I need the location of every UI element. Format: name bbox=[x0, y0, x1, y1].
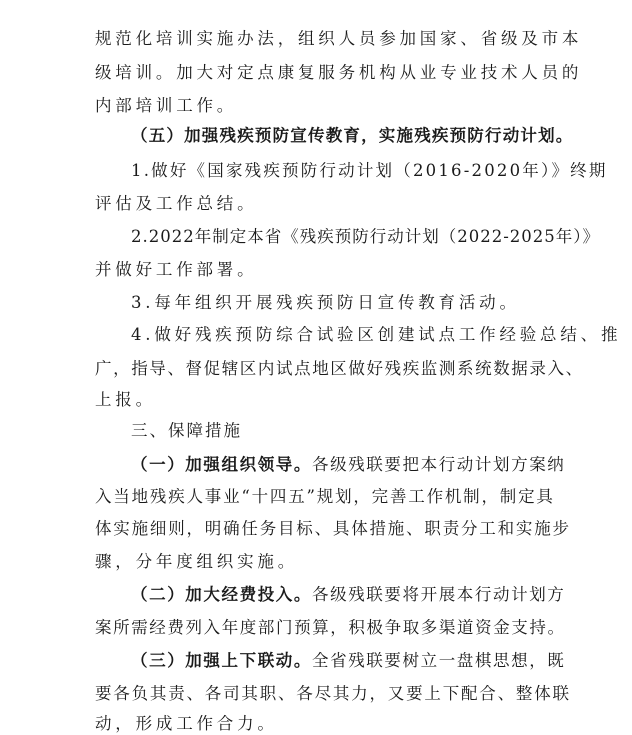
measure-title: （三）加强上下联动。 bbox=[131, 651, 312, 670]
line-text: 级培训。加大对定点康复服务机构从业专业技术人员的 bbox=[95, 63, 583, 82]
heading-text: （五）加强残疾预防宣传教育，实施残疾预防行动计划。 bbox=[131, 126, 574, 145]
line-text: 全省残联要树立一盘棋思想，既 bbox=[312, 651, 566, 670]
line-text: 内部培训工作。 bbox=[95, 96, 238, 115]
line-text: 骤，分年度组织实施。 bbox=[95, 552, 298, 571]
measure-title: （二）加大经费投入。 bbox=[131, 585, 312, 604]
heading-text: 三、保障措施 bbox=[131, 421, 242, 440]
paragraph-line bbox=[95, 486, 555, 508]
paragraph-line bbox=[95, 259, 257, 281]
measure-3 bbox=[131, 650, 565, 672]
section-heading-5 bbox=[131, 125, 574, 147]
line-text: 各级残联要把本行动计划方案纳 bbox=[312, 455, 566, 474]
list-item-3 bbox=[131, 292, 520, 314]
line-text: 4.做好残疾预防综合试验区创建试点工作经验总结、推 bbox=[131, 325, 622, 344]
list-item-1 bbox=[131, 160, 608, 182]
measure-title: （一）加强组织领导。 bbox=[131, 455, 312, 474]
line-text: 入当地残疾人事业“十四五”规划，完善工作机制，制定具 bbox=[95, 487, 555, 506]
paragraph-line bbox=[95, 358, 584, 380]
line-text: 各级残联要将开展本行动计划方 bbox=[312, 585, 566, 604]
paragraph-line bbox=[95, 193, 257, 215]
line-text: 规范化培训实施办法，组织人员参加国家、省级及市本 bbox=[95, 29, 583, 48]
line-text: 3.每年组织开展残疾预防日宣传教育活动。 bbox=[131, 293, 520, 312]
section-heading-3 bbox=[131, 420, 242, 442]
measure-1 bbox=[131, 454, 565, 476]
line-text: 1.做好《国家残疾预防行动计划（2016-2020年）》终期 bbox=[131, 161, 608, 180]
line-text: 2.2022年制定本省《残疾预防行动计划（2022-2025年）》 bbox=[131, 227, 601, 246]
paragraph-line bbox=[95, 95, 237, 117]
paragraph-line bbox=[95, 683, 571, 705]
line-text: 案所需经费列入年度部门预算，积极争取多渠道资金支持。 bbox=[95, 618, 566, 637]
list-item-4 bbox=[131, 324, 621, 346]
paragraph-line bbox=[95, 551, 298, 573]
paragraph-line bbox=[95, 617, 566, 639]
paragraph-line bbox=[95, 518, 571, 540]
paragraph-line bbox=[95, 28, 582, 50]
line-text: 体实施细则，明确任务目标、具体措施、职责分工和实施步 bbox=[95, 519, 571, 538]
line-text: 评估及工作总结。 bbox=[95, 194, 258, 213]
paragraph-line bbox=[95, 713, 278, 735]
paragraph-line bbox=[95, 389, 156, 411]
list-item-2 bbox=[131, 226, 600, 248]
paragraph-line bbox=[95, 62, 582, 84]
line-text: 上报。 bbox=[95, 390, 156, 409]
line-text: 并做好工作部署。 bbox=[95, 260, 258, 279]
line-text: 广，指导、督促辖区内试点地区做好残疾监测系统数据录入、 bbox=[95, 359, 584, 378]
line-text: 动，形成工作合力。 bbox=[95, 714, 278, 733]
measure-2 bbox=[131, 584, 565, 606]
line-text: 要各负其责、各司其职、各尽其力，又要上下配合、整体联 bbox=[95, 684, 571, 703]
